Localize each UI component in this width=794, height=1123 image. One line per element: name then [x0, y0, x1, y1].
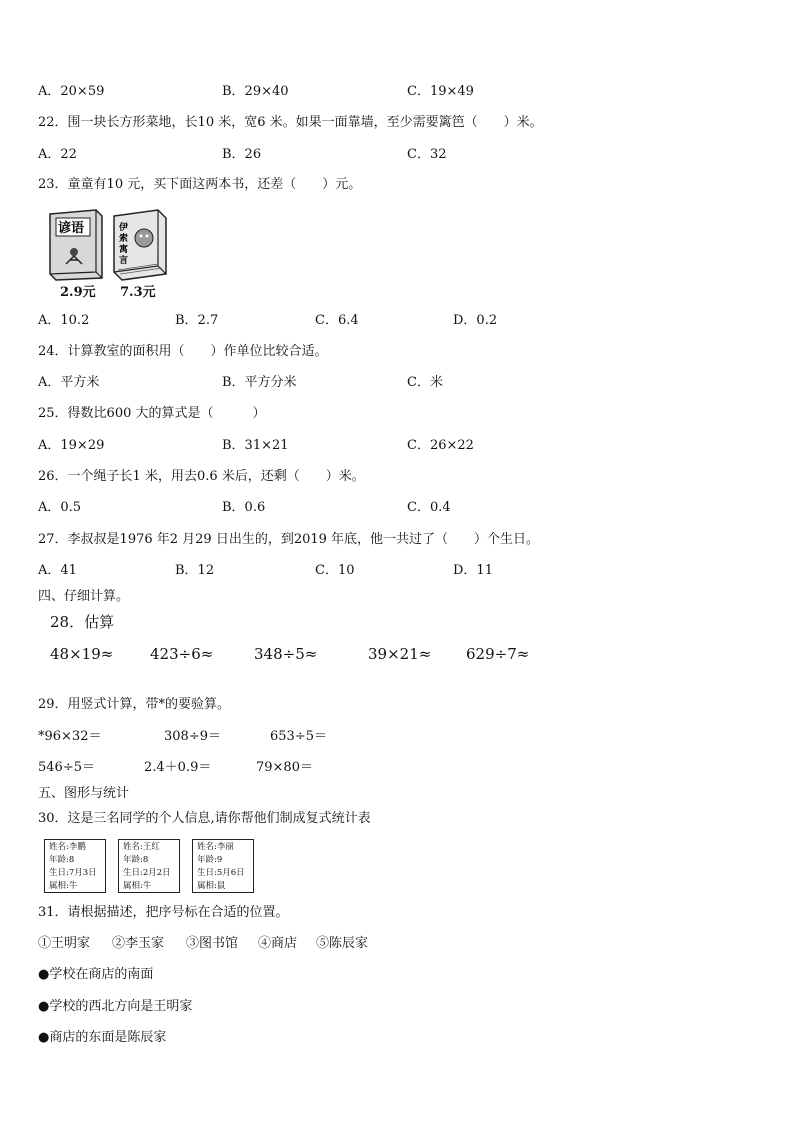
q27-option-d: D．11 — [453, 563, 493, 578]
q21-option-b: B．29×40 — [222, 84, 289, 99]
q23-option-c: C．6.4 — [315, 313, 359, 328]
card-2-birthday: 生日:2月2日 — [123, 868, 171, 878]
q29-row1-item-1: *96×32＝ — [38, 729, 102, 744]
q23-option-d: D．0.2 — [453, 313, 498, 328]
card-1-age: 年龄:8 — [49, 855, 75, 865]
card-2-zodiac: 属相:牛 — [123, 881, 152, 891]
q29-row2-item-1: 546÷5＝ — [38, 760, 95, 775]
book1-price: 2.9元 — [60, 285, 96, 300]
books-illustration — [44, 208, 174, 282]
q22-option-c: C．32 — [407, 147, 447, 162]
q27-option-b: B．12 — [175, 563, 215, 578]
q26-option-a: A．0.5 — [38, 500, 82, 515]
section-4-heading: 四、仔细计算。 — [38, 589, 130, 604]
q25-option-b: B．31×21 — [222, 438, 289, 453]
q23-question: 23．童童有10 元，买下面这两本书，还差（ ）元。 — [38, 177, 362, 192]
place-5: ⑤陈辰家 — [316, 936, 369, 951]
q26-option-c: C．0.4 — [407, 500, 451, 515]
q24-option-a: A．平方米 — [38, 375, 100, 390]
aesop-book-image — [114, 210, 166, 280]
q28-title: 28．估算 — [50, 613, 115, 631]
place-3: ③图书馆 — [186, 936, 239, 951]
q23-option-a: A．10.2 — [38, 313, 90, 328]
q28-item-4: 39×21≈ — [368, 645, 432, 663]
q25-option-a: A．19×29 — [38, 438, 105, 453]
card-1-zodiac: 属相:牛 — [49, 881, 78, 891]
section-5-heading: 五、图形与统计 — [38, 786, 130, 801]
q28-item-3: 348÷5≈ — [254, 645, 318, 663]
q30-question: 30．这是三名同学的个人信息,请你帮他们制成复式统计表 — [38, 811, 371, 826]
clue-1: ●学校在商店的南面 — [38, 967, 154, 982]
q25-option-c: C．26×22 — [407, 438, 474, 453]
proverb-book-image — [50, 210, 102, 280]
q28-item-5: 629÷7≈ — [466, 645, 530, 663]
q27-option-a: A．41 — [38, 563, 77, 578]
place-4: ④商店 — [258, 936, 298, 951]
q26-option-b: B．0.6 — [222, 500, 266, 515]
svg-text:伊索寓言: 伊索寓言 — [119, 223, 129, 266]
card-1-birthday: 生日:7月3日 — [49, 868, 97, 878]
q21-option-c: C．19×49 — [407, 84, 474, 99]
place-1: ①王明家 — [38, 936, 91, 951]
q26-question: 26．一个绳子长1 米，用去0.6 米后，还剩（ ）米。 — [38, 469, 365, 484]
q27-option-c: C．10 — [315, 563, 355, 578]
q22-question: 22．围一块长方形菜地，长10 米，宽6 米。如果一面靠墙，至少需要篱笆（ ）米。 — [38, 115, 543, 130]
place-2: ②李玉家 — [112, 936, 165, 951]
card-3-zodiac: 属相:鼠 — [197, 881, 226, 891]
card-1-name: 姓名:李鹏 — [49, 842, 86, 852]
q28-item-1: 48×19≈ — [50, 645, 114, 663]
student-card-2 — [118, 839, 180, 893]
q25-question: 25．得数比600 大的算式是（ ） — [38, 406, 266, 421]
card-3-age: 年龄:9 — [197, 855, 223, 865]
student-card-1 — [44, 839, 106, 893]
q27-question: 27．李叔叔是1976 年2 月29 日出生的，到2019 年底，他一共过了（ ）个生日。 — [38, 532, 540, 547]
card-2-name: 姓名:王红 — [123, 842, 160, 852]
q24-question: 24．计算教室的面积用（ ）作单位比较合适。 — [38, 344, 328, 359]
book2-price: 7.3元 — [120, 285, 156, 300]
q29-row2-item-3: 79×80＝ — [256, 760, 313, 775]
q29-row1-item-2: 308÷9＝ — [164, 729, 221, 744]
q23-option-b: B．2.7 — [175, 313, 219, 328]
q29-row1-item-3: 653÷5＝ — [270, 729, 327, 744]
svg-text:谚语: 谚语 — [58, 221, 85, 236]
q28-item-2: 423÷6≈ — [150, 645, 214, 663]
q22-option-a: A．22 — [38, 147, 77, 162]
card-2-age: 年龄:8 — [123, 855, 149, 865]
student-card-3 — [192, 839, 254, 893]
card-3-birthday: 生日:5月6日 — [197, 868, 245, 878]
q24-option-b: B．平方分米 — [222, 375, 297, 390]
card-3-name: 姓名:李丽 — [197, 842, 234, 852]
clue-2: ●学校的西北方向是王明家 — [38, 999, 193, 1014]
q24-option-c: C．米 — [407, 375, 443, 390]
q31-question: 31．请根据描述，把序号标在合适的位置。 — [38, 905, 289, 920]
q29-row2-item-2: 2.4＋0.9＝ — [144, 760, 212, 775]
q29-question: 29．用竖式计算，带*的要验算。 — [38, 697, 231, 712]
q22-option-b: B．26 — [222, 147, 262, 162]
clue-3: ●商店的东面是陈辰家 — [38, 1030, 167, 1045]
q21-option-a: A．20×59 — [38, 84, 105, 99]
